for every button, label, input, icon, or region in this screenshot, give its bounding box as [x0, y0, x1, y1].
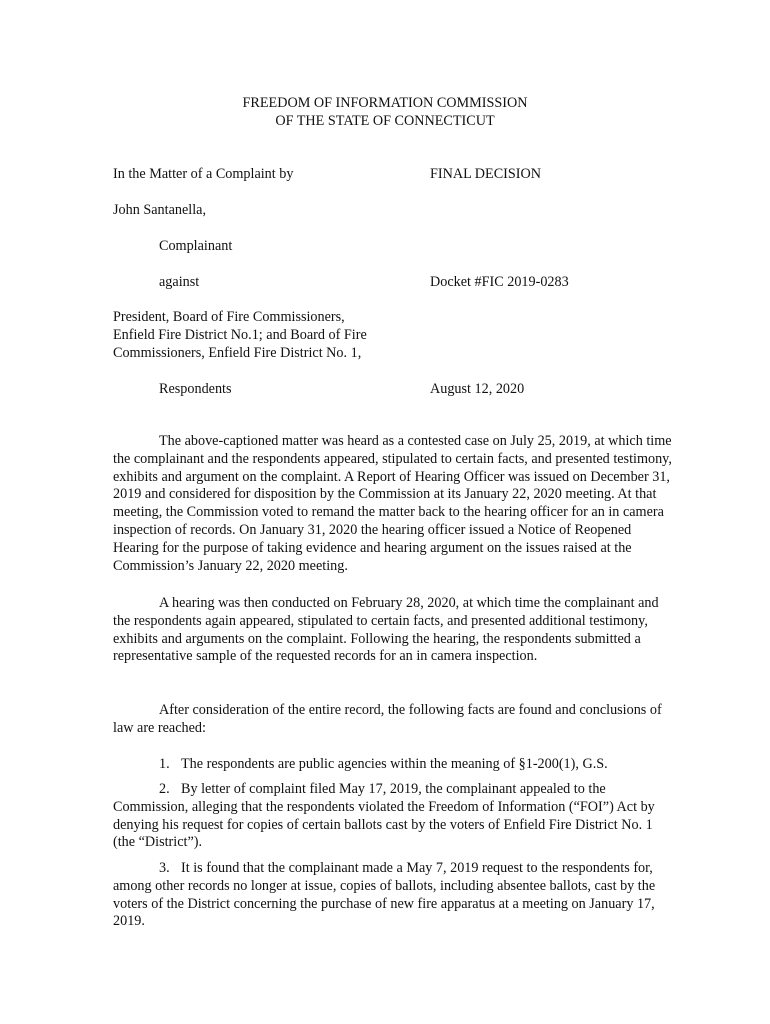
finding-3-text: It is found that the complainant made a May 7, 2019 request to the respondents for, among other records no longer at issue, copies of ballots, including absentee ballots, cast by the voters of the District concerning the purchase of new fire apparatus at a meeting on January 17, 2019. [113, 860, 656, 930]
finding-3-number: 3. [159, 860, 170, 876]
finding-3 [113, 860, 675, 931]
respondent-line-3: Commissioners, Enfield Fire District No. 1, [113, 345, 362, 361]
complainant-role: Complainant [159, 238, 233, 254]
caption-against: against [159, 274, 200, 290]
finding-1-text: The respondents are public agencies within the meaning of §1-200(1), G.S. [181, 756, 608, 772]
caption-final-decision: FINAL DECISION [430, 166, 541, 182]
finding-2-number: 2. [159, 781, 170, 797]
header-line-1: FREEDOM OF INFORMATION COMMISSION [242, 95, 528, 111]
respondent-line-2: Enfield Fire District No.1; and Board of Fire [113, 327, 367, 343]
finding-2-text: By letter of complaint filed May 17, 2019, the complainant appealed to the Commission, alleging that the respondents violated the Freedom of Information (“FOI”) Act by denying his request for copies of certain ballots cast by the voters of Enfield Fire District No. 1 (the “District”). [113, 781, 655, 851]
respondent-line-1: President, Board of Fire Commissioners, [113, 309, 345, 325]
paragraph-reopened-hearing: A hearing was then conducted on February 28, 2020, at which time the complainant and the respondents again appeared, stipulated to certain facts, and presented additional testimony, exhibits and arguments on the complaint. Following the hearing, the respondents submitted a representative sample of the requested records for an in camera inspection. [113, 595, 659, 665]
finding-2 [113, 781, 675, 852]
finding-1-number: 1. [159, 756, 170, 772]
paragraph-hearing-history: The above-captioned matter was heard as a contested case on July 25, 2019, at which time the complainant and the respondents appeared, stipulated to certain facts, and presented testimony, exhibits and argument on the complaint. A Report of Hearing Officer was issued on December 31, 2019 and considered for disposition by the Commission at its January 22, 2020 meeting. At that meeting, the Commission voted to remand the matter back to the hearing officer for an in camera inspection of records. On January 31, 2020 the hearing officer issued a Notice of Reopened Hearing for the purpose of taking evidence and hearing argument on the issues raised at the Commission’s January 22, 2020 meeting. [113, 433, 672, 574]
complainant-name: John Santanella, [113, 202, 206, 218]
finding-1 [113, 756, 675, 774]
decision-date: August 12, 2020 [430, 381, 525, 397]
header-line-2: OF THE STATE OF CONNECTICUT [275, 113, 495, 129]
document-header [0, 94, 770, 130]
caption-matter: In the Matter of a Complaint by [113, 166, 294, 182]
paragraph-consideration: After consideration of the entire record, the following facts are found and conclusions of law are reached: [113, 702, 662, 736]
docket-number: Docket #FIC 2019-0283 [430, 274, 569, 290]
respondent-role: Respondents [159, 381, 232, 397]
